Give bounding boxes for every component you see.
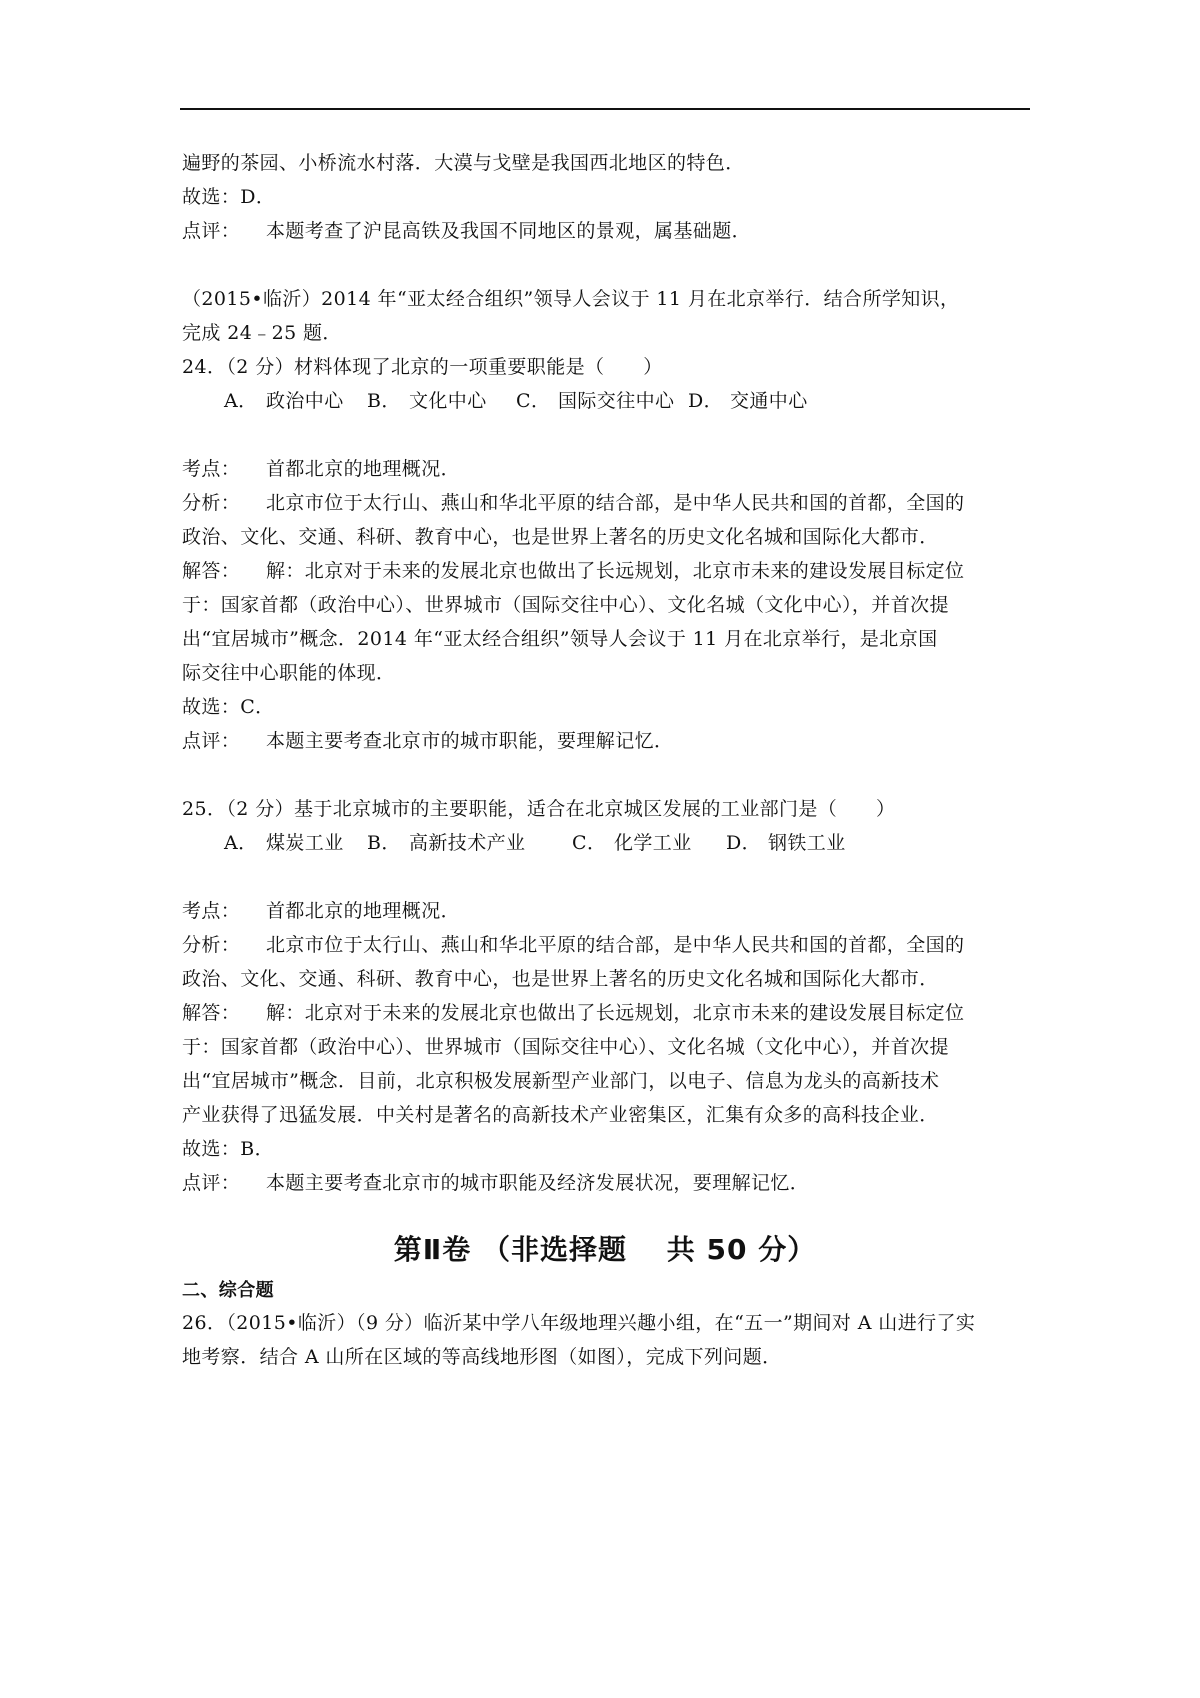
q23-analysis-tail: 遍野的茶园、小桥流水村落．大漠与戈壁是我国西北地区的特色． xyxy=(182,152,745,174)
comment-label: 点评： xyxy=(182,730,241,752)
point-text: 首都北京的地理概况． xyxy=(266,900,461,922)
spacer xyxy=(182,758,1028,792)
q24-solution-line-4: 际交往中心职能的体现． xyxy=(182,662,396,684)
spacer xyxy=(182,248,1028,282)
q24-solution-line-3: 出“宜居城市”概念．2014 年“亚太经合组织”领导人会议于 11 月在北京举行，是北京国 xyxy=(182,628,938,650)
q25-answer xyxy=(182,1132,1028,1166)
q25-analysis-line-1 xyxy=(182,928,1028,962)
q25-option-a: A． 煤炭工业 xyxy=(224,832,344,854)
point-label: 考点： xyxy=(182,458,241,480)
analysis-text: 北京市位于太行山、燕山和华北平原的结合部，是中华人民共和国的首都，全国的 xyxy=(266,492,965,514)
group-intro-line-1: （2015•临沂）2014 年“亚太经合组织”领导人会议于 11 月在北京举行．结合所学知识， xyxy=(182,288,960,310)
q24-answer xyxy=(182,690,1028,724)
q26-stem-line-1: 26．（2015•临沂）（9 分）临沂某中学八年级地理兴趣小组，在“五一”期间对 A 山进行了实 xyxy=(182,1312,976,1334)
solution-text: 解：北京对于未来的发展北京也做出了长远规划，北京市未来的建设发展目标定位 xyxy=(266,560,965,582)
answer-value: D． xyxy=(240,186,276,208)
spacer xyxy=(182,1200,1028,1222)
q24-option-c: C． 国际交往中心 xyxy=(516,390,675,412)
analysis-label: 分析： xyxy=(182,934,241,956)
group-intro-line-2: 完成 24﹣25 题． xyxy=(182,322,342,344)
answer-value: C． xyxy=(240,696,275,718)
q24-point xyxy=(182,452,1028,486)
comment-label: 点评： xyxy=(182,1172,241,1194)
q25-option-c: C． 化学工业 xyxy=(572,832,692,854)
q25-analysis-line-2: 政治、文化、交通、科研、教育中心，也是世界上著名的历史文化名城和国际化大都市． xyxy=(182,968,939,990)
q26-stem-line-2: 地考察．结合 A 山所在区域的等高线地形图（如图），完成下列问题． xyxy=(182,1346,782,1368)
answer-label: 故选： xyxy=(182,1138,241,1160)
q23-answer xyxy=(182,180,1028,214)
q24-analysis-line-1 xyxy=(182,486,1028,520)
answer-value: B． xyxy=(240,1138,274,1160)
q24-option-a: A． 政治中心 xyxy=(224,390,344,412)
q24-comment xyxy=(182,724,1028,758)
q24-stem: 24．（2 分）材料体现了北京的一项重要职能是（ ） xyxy=(182,356,663,378)
comment-text: 本题主要考查北京市的城市职能，要理解记忆． xyxy=(266,730,674,752)
comment-label: 点评： xyxy=(182,220,241,242)
q25-solution-line-4: 产业获得了迅猛发展．中关村是著名的高新技术产业密集区，汇集有众多的高科技企业． xyxy=(182,1104,939,1126)
answer-label: 故选： xyxy=(182,696,241,718)
q24-option-d: D． 交通中心 xyxy=(688,390,808,412)
comment-text: 本题考查了沪昆高铁及我国不同地区的景观，属基础题． xyxy=(266,220,752,242)
q25-option-d: D． 钢铁工业 xyxy=(726,832,846,854)
answer-label: 故选： xyxy=(182,186,241,208)
comment-text: 本题主要考查北京市的城市职能及经济发展状况，要理解记忆． xyxy=(266,1172,810,1194)
spacer xyxy=(182,418,1028,452)
q24-option-b: B． 文化中心 xyxy=(367,390,487,412)
section-title: 第Ⅱ卷 （非选择题 共 50 分） xyxy=(393,1233,817,1266)
analysis-label: 分析： xyxy=(182,492,241,514)
q25-option-b: B． 高新技术产业 xyxy=(367,832,526,854)
q25-solution-line-3: 出“宜居城市”概念．目前，北京积极发展新型产业部门，以电子、信息为龙头的高新技术 xyxy=(182,1070,940,1092)
q25-solution-line-2: 于：国家首都（政治中心）、世界城市（国际交往中心）、文化名城（文化中心），并首次提 xyxy=(182,1036,949,1058)
solution-text: 解：北京对于未来的发展北京也做出了长远规划，北京市未来的建设发展目标定位 xyxy=(266,1002,965,1024)
analysis-text: 北京市位于太行山、燕山和华北平原的结合部，是中华人民共和国的首都，全国的 xyxy=(266,934,965,956)
point-label: 考点： xyxy=(182,900,241,922)
q24-options xyxy=(182,384,1028,418)
q24-analysis-line-2: 政治、文化、交通、科研、教育中心，也是世界上著名的历史文化名城和国际化大都市． xyxy=(182,526,939,548)
q24-solution-line-2: 于：国家首都（政治中心）、世界城市（国际交往中心）、文化名城（文化中心），并首次提 xyxy=(182,594,949,616)
point-text: 首都北京的地理概况． xyxy=(266,458,461,480)
q24-solution-line-1 xyxy=(182,554,1028,588)
q25-solution-line-1 xyxy=(182,996,1028,1030)
q25-options xyxy=(182,826,1028,860)
solution-label: 解答： xyxy=(182,560,241,582)
q25-point xyxy=(182,894,1028,928)
solution-label: 解答： xyxy=(182,1002,241,1024)
spacer xyxy=(182,860,1028,894)
q23-comment xyxy=(182,214,1028,248)
q25-stem: 25．（2 分）基于北京城市的主要职能，适合在北京城区发展的工业部门是（ ） xyxy=(182,798,896,820)
q25-comment xyxy=(182,1166,1028,1200)
section-subheading: 二、综合题 xyxy=(182,1280,274,1301)
page-content xyxy=(182,146,1028,1374)
header-rule xyxy=(180,108,1030,110)
